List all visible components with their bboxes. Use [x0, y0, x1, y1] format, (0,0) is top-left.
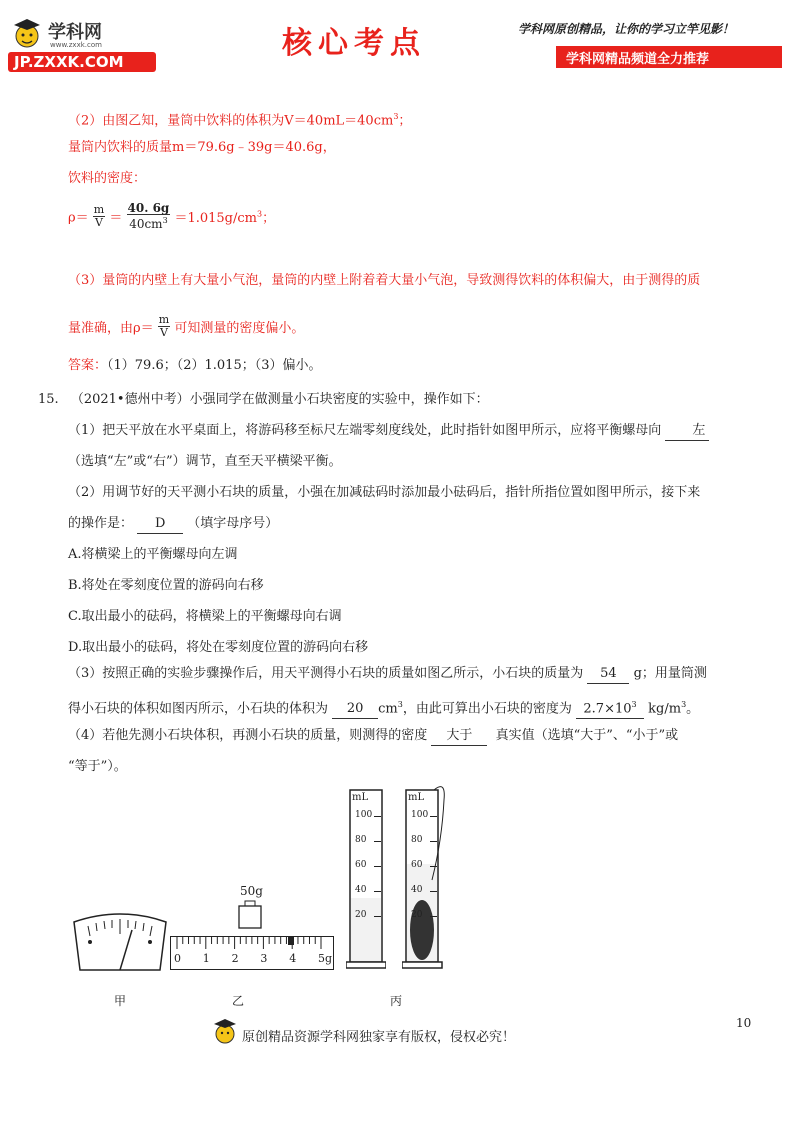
- q15-part4-line2: “等于”）。: [68, 759, 127, 774]
- q15-part2-line2: [68, 515, 278, 534]
- cylinder-tick-label: 20: [411, 910, 423, 920]
- option-b: B.将处在零刻度位置的游码向右移: [68, 578, 264, 593]
- question-text: （3）按照正确的实验步骤操作后，用天平测得小石块的质量如图乙所示，小石块的质量为: [68, 666, 584, 681]
- answer-blank: 54: [587, 665, 629, 684]
- fraction-m-v: [93, 204, 105, 229]
- figure-area: [60, 780, 480, 1020]
- denominator-text: 40cm: [129, 217, 163, 231]
- cylinder-unit: mL: [408, 792, 425, 803]
- question-text: （4）若他先测小石块体积，再测小石块的质量，则测得的密度: [68, 728, 428, 743]
- question-text: （1）把天平放在水平桌面上，将游码移至标尺左端零刻度线处，此时指针如图甲所示，应将平衡螺母向: [68, 423, 662, 438]
- figure-label-jia: 甲: [114, 994, 127, 1008]
- superscript: 3: [162, 216, 168, 225]
- footer: [0, 1014, 800, 1054]
- question-text: ，由此可算出小石块的密度为: [402, 701, 572, 717]
- header-channel: 学科网精品频道全力推荐: [566, 52, 710, 67]
- balance-pointer-diagram: [70, 910, 170, 976]
- question-text: g；用量筒测: [633, 666, 707, 681]
- answer-text: 2.7×10: [583, 701, 632, 717]
- answer-blank: 大于: [431, 727, 487, 746]
- question-text: （填字母序号）: [187, 516, 279, 531]
- question-stem: （2021•德州中考）小强同学在做测量小石块密度的实验中，操作如下：: [70, 392, 489, 407]
- superscript: 3: [681, 700, 687, 709]
- cylinder-tick-label: 60: [355, 860, 367, 870]
- ruler-labels: [171, 951, 333, 967]
- cylinder-tick-label: 60: [411, 860, 423, 870]
- cylinder-tick: [430, 916, 437, 917]
- fraction-m-v: [158, 314, 170, 339]
- cylinder-tick: [430, 891, 437, 892]
- q15-part3-line1: [68, 665, 707, 684]
- rho-symbol: ρ＝: [68, 210, 89, 226]
- page-number: 10: [736, 1016, 752, 1030]
- ruler-tick-label: 5g: [318, 952, 333, 965]
- rider-ruler: [170, 936, 334, 970]
- logo-name: 学科网: [48, 22, 102, 43]
- rider-marker: [288, 937, 294, 945]
- q15-part4-line1: [68, 727, 678, 746]
- answer-blank: 左: [665, 422, 709, 441]
- unit-text: kg/m: [648, 701, 682, 717]
- question-text: 得小石块的体积如图丙所示，小石块的体积为: [68, 701, 329, 717]
- cylinder-tick-label: 80: [411, 835, 423, 845]
- q15-part1-line1: [68, 422, 709, 441]
- weight-icon: [236, 900, 264, 930]
- header-title: 核心考点: [282, 26, 426, 61]
- weight-label: 50g: [240, 884, 263, 898]
- answer-text: （1）79.6；（2）1.015；（3）偏小。: [107, 358, 322, 373]
- cylinder-tick: [430, 841, 437, 842]
- solution-line-3: 饮料的密度：: [68, 171, 147, 186]
- cylinder-tick-label: 100: [411, 810, 429, 820]
- answer-blank: [576, 696, 644, 719]
- solution-line-6: [68, 314, 304, 339]
- cylinder-2: [402, 780, 452, 970]
- ruler-tick-label: 4: [289, 952, 297, 965]
- superscript: 3: [397, 700, 403, 709]
- solution-text: （2）由图乙知，量筒中饮料的体积为V＝40mL＝40cm: [68, 113, 394, 129]
- solution-text: 量准确，由ρ＝: [68, 321, 154, 336]
- q15-part3-line2: [68, 696, 699, 719]
- logo-domain: JP.ZXXK.COM: [14, 53, 124, 71]
- footer-copyright: 原创精品资源学科网独家享有版权，侵权必究！: [242, 1030, 516, 1045]
- figure-label-bing: 丙: [390, 994, 403, 1008]
- answer-blank: D: [137, 515, 183, 534]
- q15-stem: [38, 391, 489, 409]
- cylinder-tick-label: 40: [411, 885, 423, 895]
- cylinder-tick: [374, 916, 381, 917]
- superscript: 3: [631, 700, 637, 709]
- header-slogan: 学科网原创精品，让你的学习立竿见影！: [518, 22, 735, 36]
- fraction-numerator: m: [93, 202, 105, 216]
- answer-label: 答案：: [68, 358, 108, 373]
- question-number: 15.: [38, 392, 59, 407]
- option-d: D.取出最小的砝码，将处在零刻度位置的游码向右移: [68, 640, 369, 655]
- fraction-denominator: V: [95, 215, 103, 229]
- solution-line-2: 量筒内饮料的质量m＝79.6g﹣39g＝40.6g，: [68, 140, 336, 155]
- cylinder-ticks: [346, 788, 386, 970]
- cylinder-tick-label: 80: [355, 835, 367, 845]
- cylinder-unit: mL: [352, 792, 369, 803]
- unit-text: cm: [378, 701, 398, 717]
- cylinder-tick: [430, 866, 437, 867]
- cylinder-ticks: [402, 788, 442, 970]
- figure-label-yi: 乙: [232, 994, 245, 1008]
- ruler-tick-label: 0: [174, 952, 181, 965]
- result-text: ；: [262, 210, 276, 226]
- cylinder-tick-label: 40: [355, 885, 367, 895]
- question-text: 。: [686, 701, 700, 717]
- fraction-denominator: V: [160, 326, 168, 339]
- equation-result: [174, 211, 275, 226]
- density-equation: [68, 202, 275, 230]
- cylinder-tick: [374, 891, 381, 892]
- cylinder-tick-label: 20: [355, 910, 367, 920]
- fraction-values: [127, 202, 171, 230]
- solution-line-5: （3）量筒的内壁上有大量小气泡，量筒的内壁上附着着大量小气泡，导致测得饮料的体积偏大，由于测得的质: [68, 273, 701, 288]
- cylinder-tick: [374, 841, 381, 842]
- mascot-icon: [212, 1016, 238, 1046]
- mascot-icon: [10, 16, 44, 50]
- fraction-numerator: 40. 6g: [127, 201, 170, 215]
- answer-blank: 20: [332, 700, 378, 719]
- result-text: ＝1.015g/cm: [174, 210, 257, 226]
- superscript: 3: [257, 209, 263, 219]
- cylinder-1: [346, 788, 386, 970]
- logo: [8, 14, 156, 72]
- cylinder-tick: [430, 816, 437, 817]
- equals-sign: ＝: [109, 210, 123, 226]
- question-text: 的操作是：: [68, 516, 134, 531]
- answer-line: [68, 357, 322, 375]
- ruler-tick-label: 2: [231, 952, 239, 965]
- fraction-numerator: m: [158, 313, 170, 326]
- cylinder-tick-label: 100: [355, 810, 373, 820]
- cylinder-tick: [374, 866, 381, 867]
- option-a: A.将横梁上的平衡螺母向左调: [68, 547, 238, 562]
- header: [0, 0, 800, 80]
- question-text: 真实值（选填“大于”、“小于”或: [495, 728, 679, 743]
- solution-text: 可知测量的密度偏小。: [174, 321, 305, 336]
- fraction-denominator: [127, 215, 171, 230]
- logo-url: www.zxxk.com: [50, 41, 102, 49]
- cylinder-tick: [374, 816, 381, 817]
- q15-part1-line2: （选填“左”或“右”）调节，直至天平横梁平衡。: [68, 454, 342, 469]
- option-c: C.取出最小的砝码，将横梁上的平衡螺母向右调: [68, 609, 342, 624]
- ruler-ticks: [171, 937, 333, 951]
- solution-line-1: [68, 108, 411, 130]
- ruler-tick-label: 3: [260, 952, 268, 965]
- ruler-tick-label: 1: [202, 952, 210, 965]
- superscript: 3: [393, 112, 399, 121]
- q15-part2-line1: （2）用调节好的天平测小石块的质量，小强在加减砝码时添加最小砝码后，指针所指位置如图甲所示，接下来: [68, 485, 701, 500]
- solution-text: ；: [398, 113, 412, 129]
